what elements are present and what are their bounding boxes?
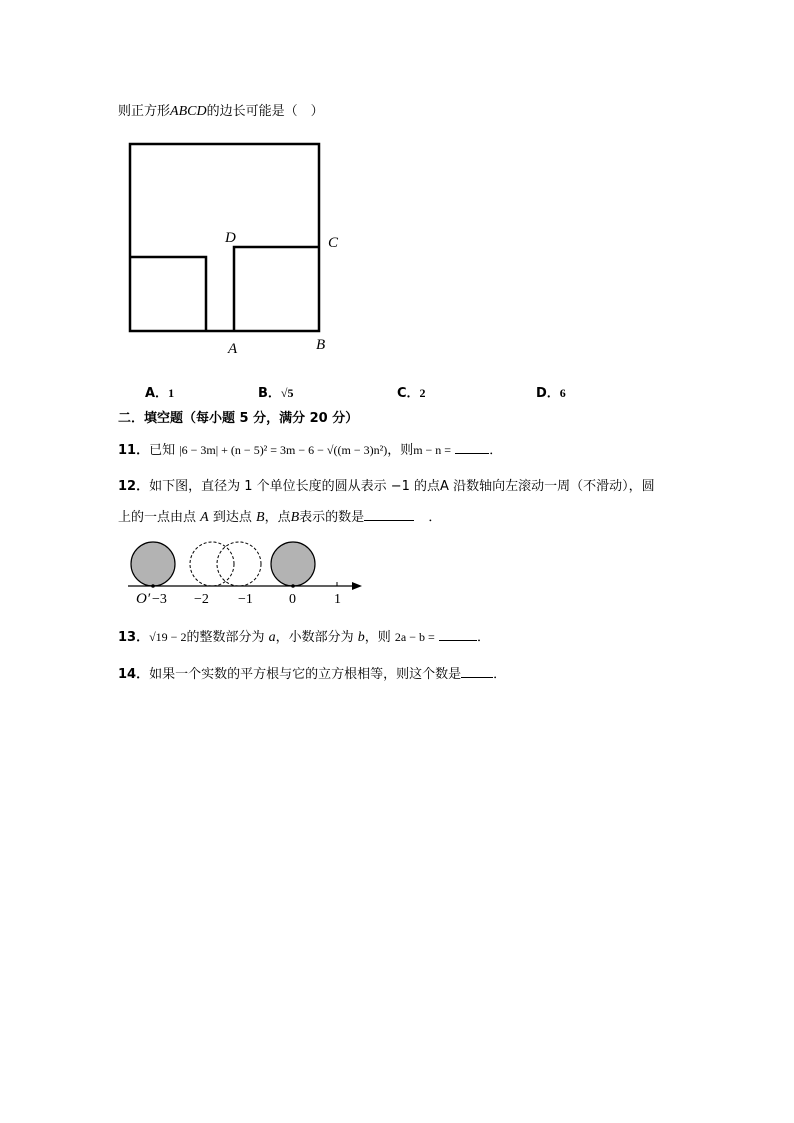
q12-number-line-figure <box>0 530 794 610</box>
q10-figure <box>0 0 794 380</box>
tick-label-neg3: −3 <box>152 592 167 607</box>
label-A: A <box>228 341 238 357</box>
q12-end: ． <box>428 510 442 525</box>
option-c-letter: C． <box>397 386 420 401</box>
option-c[interactable] <box>397 384 426 403</box>
q14-end: ． <box>493 667 507 682</box>
q12-number: 12． <box>118 479 150 494</box>
q12-line1-text: 如下图，直径为 1 个单位长度的圆从表示 −1 的点A 沿数轴向左滚动一周（不滑动），圆 <box>149 479 655 494</box>
tick-label-0: 0 <box>289 592 296 607</box>
option-a-text: 1 <box>168 386 175 400</box>
tick-label-1: 1 <box>334 592 341 607</box>
q12-line2-c: ，点 <box>264 510 291 525</box>
section2-title: 二．填空题（每小题 5 分，满分 20 分） <box>118 411 359 426</box>
q13-expr: √19 − 2 <box>149 630 187 644</box>
q11-ask: m − n = <box>413 443 452 457</box>
q12-var-b: B <box>256 510 265 525</box>
option-a-letter: A． <box>145 386 169 401</box>
option-d[interactable] <box>536 384 566 403</box>
option-b-letter: B． <box>258 386 281 401</box>
circle-dashed-left <box>190 542 234 586</box>
circle-end <box>271 542 315 586</box>
label-B: B <box>316 337 326 353</box>
q13-end: ． <box>476 630 490 645</box>
label-C: C <box>328 235 339 251</box>
q14-answer-blank[interactable] <box>461 665 493 678</box>
q12-line2-a: 上的一点由点 <box>118 510 197 525</box>
q11-formula: |6 − 3m| + (n − 5)² = 3m − 6 − √((m − 3)n²) <box>179 443 388 457</box>
left-small-square <box>130 257 206 331</box>
point-zero-dot <box>291 584 295 588</box>
q11-prefix: 已知 <box>149 443 176 458</box>
q12-var-a: A <box>200 510 209 525</box>
q11-end: ． <box>489 443 503 458</box>
q12-line2-d: 表示的数是 <box>299 510 365 525</box>
q10-stem-var: ABCD <box>170 104 207 119</box>
q13-var-a: a <box>268 630 276 645</box>
q12-var-b2: B <box>290 510 300 525</box>
q13-t2: ，小数部分为 <box>275 630 354 645</box>
origin-label: O′ <box>136 591 151 607</box>
q11-answer-blank[interactable] <box>455 441 489 454</box>
q10-stem-prefix: 则正方形 <box>118 104 171 119</box>
option-c-text: 2 <box>419 386 426 400</box>
option-d-letter: D． <box>536 386 560 401</box>
q12-line2-b: 到达点 <box>212 510 252 525</box>
q13-answer-blank[interactable] <box>439 628 477 641</box>
q11-number: 11． <box>118 443 150 458</box>
q13 <box>118 628 490 647</box>
q14 <box>118 665 506 684</box>
q13-t3: ，则 <box>364 630 391 645</box>
axis-arrow-icon <box>352 582 362 590</box>
q11 <box>118 441 502 460</box>
tick-label-neg1: −1 <box>238 592 253 607</box>
q13-ask: 2a − b = <box>394 630 435 644</box>
q10-stem-suffix: 的边长可能是（ ） <box>206 104 324 119</box>
q13-t1: 的整数部分为 <box>186 630 265 645</box>
option-d-text: 6 <box>559 386 566 400</box>
circle-start <box>131 542 175 586</box>
point-origin-dot <box>151 584 155 588</box>
circle-dashed-right <box>217 542 261 586</box>
q14-number: 14． <box>118 667 150 682</box>
option-b[interactable] <box>258 384 294 403</box>
q12-answer-blank[interactable] <box>364 508 414 521</box>
tick-label-neg2: −2 <box>194 592 209 607</box>
option-a[interactable] <box>145 384 174 403</box>
q13-number: 13． <box>118 630 150 645</box>
square-abcd <box>234 247 319 331</box>
label-D: D <box>225 230 236 246</box>
q11-mid: ，则 <box>387 443 414 458</box>
q12-line1 <box>118 478 655 496</box>
option-b-text: √5 <box>280 386 294 400</box>
q14-text: 如果一个实数的平方根与它的立方根相等，则这个数是 <box>149 667 462 682</box>
q13-var-b: b <box>357 630 365 645</box>
q12-line2 <box>118 508 441 527</box>
